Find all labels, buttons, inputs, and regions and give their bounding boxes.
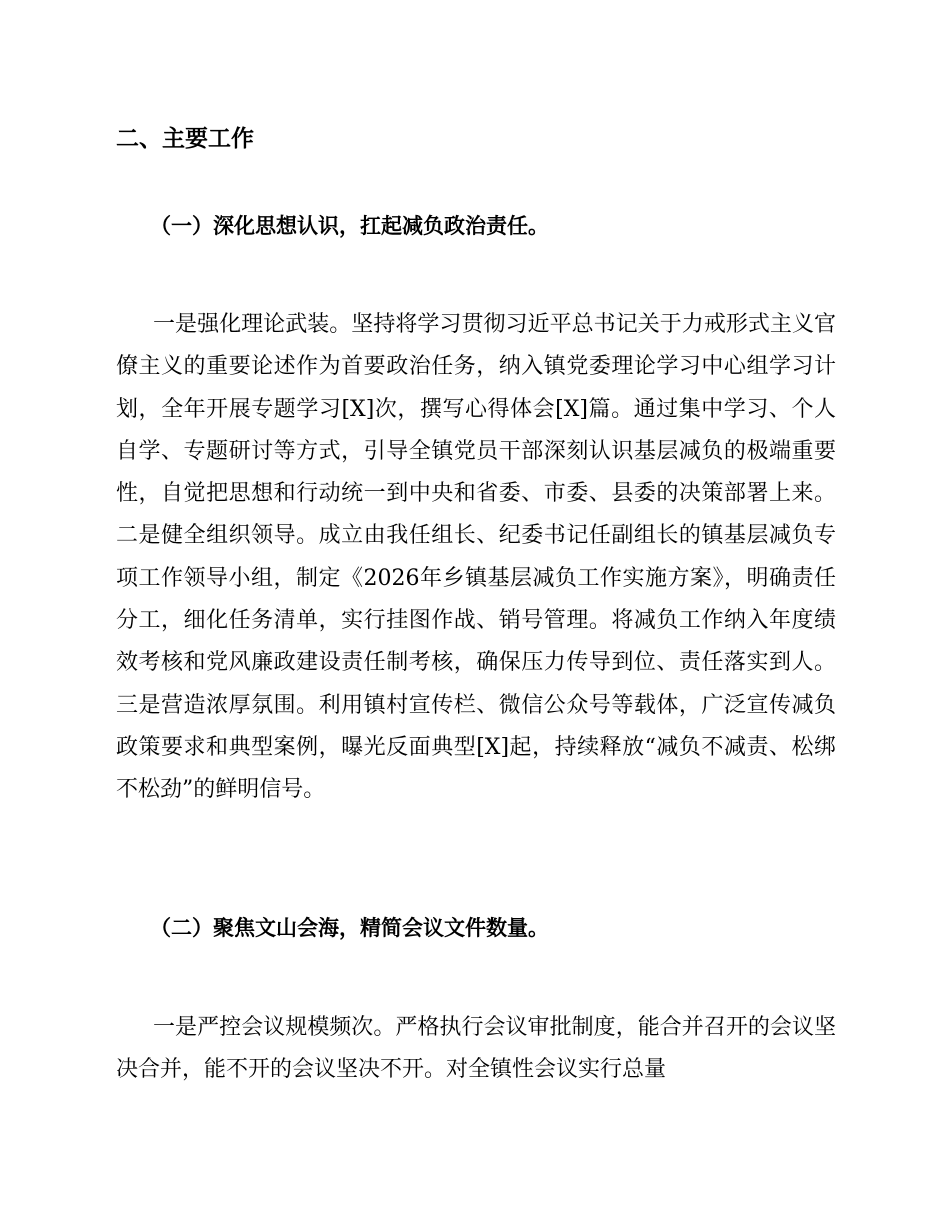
section-heading: 二、主要工作 bbox=[116, 126, 254, 152]
subsection-body-1: 一是强化理论武装。坚持将学习贯彻习近平总书记关于力戒形式主义官僚主义的重要论述作为首要政治任务，纳入镇党委理论学习中心组学习计划，全年开展专题学习[X]次，撰写心得体会[X]篇。通过集中学习、个人自学、专题研讨等方式，引导全镇党员干部深刻认识基层减负的极端重要性，自觉把思想和行动统一到中央和省委、市委、县委的决策部署上来。二是健全组织领导。成立由我任组长、纪委书记任副组长的镇基层减负专项工作领导小组，制定《2026年乡镇基层减负工作实施方案》，明确责任分工，细化任务清单，实行挂图作战、销号管理。将减负工作纳入年度绩效考核和党风廉政建设责任制考核，确保压力传导到位、责任落实到人。三是营造浓厚氛围。利用镇村宣传栏、微信公众号等载体，广泛宣传减负政策要求和典型案例，曝光反面典型[X]起，持续释放“减负不减责、松绑不松劲”的鲜明信号。 bbox=[116, 312, 836, 803]
subsection-title-2: （二）聚焦文山会海，精简会议文件数量。 bbox=[150, 916, 549, 940]
subsection-title-1: （一）深化思想认识，扛起减负政治责任。 bbox=[150, 214, 549, 238]
subsection-body-2: 一是严控会议规模频次。严格执行会议审批制度，能合并召开的会议坚决合并，能不开的会议坚决不开。对全镇性会议实行总量 bbox=[116, 1015, 836, 1083]
